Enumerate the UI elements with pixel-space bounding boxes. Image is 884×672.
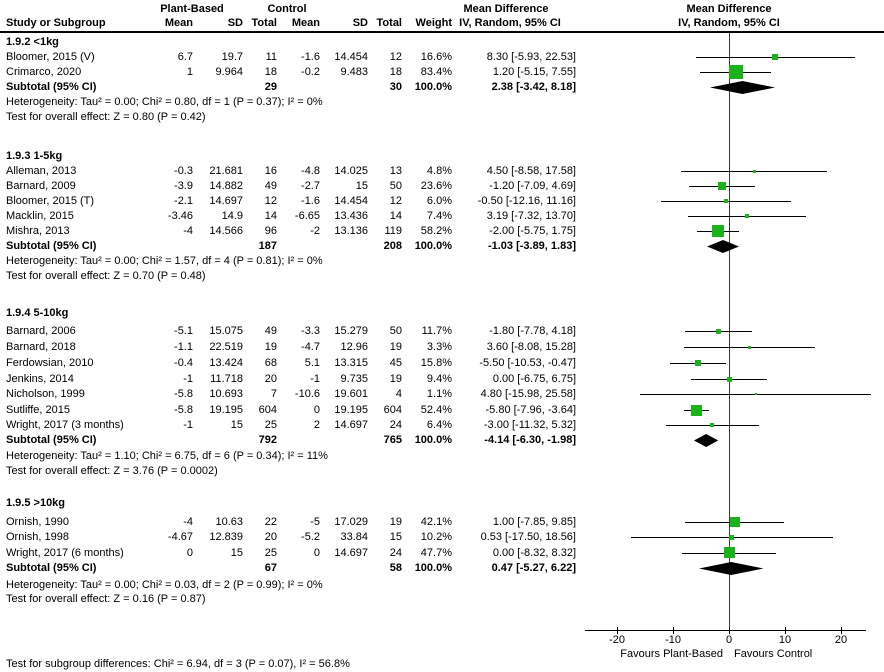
- study-name: Bloomer, 2015 (T): [6, 195, 95, 207]
- study-name: Ferdowsian, 2010: [6, 357, 94, 369]
- study-col-3: 0: [313, 404, 320, 416]
- column-header-mean-0: Mean: [164, 17, 193, 29]
- study-col-2: 11: [265, 51, 277, 63]
- subtotal-ci-text: 0.47 [-5.27, 6.22]: [491, 562, 576, 574]
- subtotal-weight: 100.0%: [414, 240, 452, 252]
- study-col-2: 49: [264, 325, 277, 337]
- subtotal-diamond: [699, 562, 763, 575]
- study-col-6: 6.0%: [426, 195, 452, 207]
- study-col-6: 6.4%: [426, 419, 452, 431]
- effect-square: [695, 360, 701, 366]
- study-col-0: -1: [183, 373, 193, 385]
- study-col-4: 9.735: [340, 373, 368, 385]
- study-col-2: 14: [264, 210, 277, 222]
- study-col-6: 4.8%: [426, 165, 452, 177]
- study-col-6: 23.6%: [420, 180, 452, 192]
- study-col-0: 0: [186, 546, 193, 559]
- subtotal-total1: 187: [258, 240, 277, 252]
- study-col-0: -0.3: [174, 165, 193, 177]
- study-col-4: 14.454: [334, 51, 368, 63]
- study-col-2: 18: [264, 66, 277, 78]
- effect-square: [710, 423, 714, 427]
- study-col-5: 119: [384, 225, 402, 237]
- study-col-3: -1.6: [301, 51, 320, 63]
- subgroup-differences-note: Test for subgroup differences: Chi² = 6.94, df = 3 (P = 0.07), I² = 56.8%: [6, 658, 350, 670]
- study-col-0: -5.8: [174, 404, 193, 416]
- effect-square: [724, 547, 735, 558]
- study-col-6: 52.4%: [420, 404, 452, 416]
- study-col-5: 13: [389, 165, 402, 177]
- study-col-3: -4.8: [301, 165, 320, 177]
- study-name: Wright, 2017 (3 months): [6, 419, 124, 431]
- study-col-0: -2.1: [174, 195, 193, 207]
- column-group-plant-based: Plant-Based: [160, 3, 224, 15]
- study-col-6: 7.4%: [426, 210, 452, 222]
- study-ci-text: 1.20 [-5.15, 7.55]: [492, 66, 576, 78]
- effect-square: [718, 182, 726, 190]
- study-col-4: 33.84: [340, 531, 368, 543]
- study-col-6: 11.7%: [421, 325, 452, 337]
- study-col-3: -2: [310, 225, 320, 237]
- study-col-1: 14.882: [209, 180, 243, 192]
- study-col-5: 604: [383, 404, 402, 416]
- study-ci-text: -0.50 [-12.16, 11.16]: [477, 195, 576, 207]
- study-col-3: -0.2: [301, 66, 320, 78]
- overall-effect-text: Test for overall effect: Z = 3.76 (P = 0.0002): [6, 465, 218, 477]
- study-col-4: 15: [355, 180, 368, 192]
- overall-effect-text: Test for overall effect: Z = 0.80 (P = 0.42): [6, 111, 206, 123]
- study-col-5: 4: [395, 388, 402, 400]
- x-axis-line: [585, 630, 866, 631]
- heterogeneity-text: Heterogeneity: Tau² = 0.00; Chi² = 0.03, df = 2 (P = 0.99); I² = 0%: [6, 579, 323, 591]
- study-name: Barnard, 2018: [6, 341, 76, 353]
- study-col-3: 5.1: [304, 357, 320, 369]
- study-col-3: -10.6: [294, 388, 320, 400]
- study-col-6: 42.1%: [420, 515, 452, 528]
- study-col-5: 14: [389, 210, 402, 222]
- study-col-0: -0.4: [174, 357, 193, 369]
- subtotal-total2: 208: [383, 240, 402, 252]
- study-col-3: -4.7: [301, 341, 320, 353]
- subtotal-diamond: [707, 240, 739, 253]
- effect-square: [772, 54, 778, 60]
- subtotal-label: Subtotal (95% CI): [6, 81, 97, 93]
- plot-title-line2: IV, Random, 95% CI: [678, 17, 780, 29]
- study-col-3: 0: [313, 546, 320, 559]
- study-col-5: 19: [389, 373, 402, 385]
- study-col-3: -1.6: [301, 195, 320, 207]
- study-ci-text: 0.00 [-6.75, 6.75]: [492, 373, 576, 385]
- subtotal-total2: 58: [389, 562, 402, 574]
- subtotal-label: Subtotal (95% CI): [6, 434, 97, 446]
- subtotal-total2: 30: [389, 81, 402, 93]
- overall-effect-text: Test for overall effect: Z = 0.70 (P = 0.48): [6, 270, 206, 282]
- column-header-weight-6: Weight: [415, 17, 452, 29]
- tick-label: 0: [725, 634, 733, 646]
- study-col-4: 13.315: [334, 357, 368, 369]
- study-col-3: -6.65: [294, 210, 320, 222]
- study-col-6: 47.7%: [420, 546, 452, 559]
- tick-mark: [729, 627, 730, 634]
- effect-square: [729, 535, 734, 540]
- study-col-2: 68: [264, 357, 277, 369]
- effect-square: [729, 65, 743, 79]
- study-name: Wright, 2017 (6 months): [6, 546, 124, 559]
- plot-title-line1: Mean Difference: [686, 3, 772, 15]
- study-col-0: -3.9: [174, 180, 193, 192]
- study-ci-text: -3.00 [-11.32, 5.32]: [483, 419, 576, 431]
- study-col-0: 1: [186, 66, 193, 78]
- study-col-3: -1: [310, 373, 320, 385]
- study-ci-text: 0.00 [-8.32, 8.32]: [492, 546, 576, 559]
- column-group-mean-difference: Mean Difference: [463, 3, 549, 15]
- column-header-total-2: Total: [251, 17, 277, 29]
- subtotal-label: Subtotal (95% CI): [6, 240, 97, 252]
- study-col-1: 13.424: [209, 357, 243, 369]
- study-col-2: 20: [264, 373, 277, 385]
- study-name: Ornish, 1990: [6, 515, 69, 528]
- study-col-5: 15: [389, 531, 402, 543]
- study-col-2: 22: [264, 515, 277, 528]
- effect-square: [748, 346, 751, 349]
- tick-mark: [841, 627, 842, 634]
- study-name: Ornish, 1998: [6, 531, 69, 543]
- study-col-1: 19.7: [221, 51, 243, 63]
- study-col-1: 12.839: [209, 531, 243, 543]
- study-name: Bloomer, 2015 (V): [6, 51, 95, 63]
- study-col-6: 10.2%: [420, 531, 452, 543]
- tick-label: -20: [609, 634, 625, 646]
- study-name: Nicholson, 1999: [6, 388, 85, 400]
- column-group-control: Control: [267, 3, 307, 15]
- favours-right-label: Favours Control: [734, 648, 813, 660]
- study-ci-text: 4.80 [-15.98, 25.58]: [480, 388, 576, 400]
- subtotal-weight: 100.0%: [414, 81, 452, 93]
- study-col-2: 12: [264, 195, 277, 207]
- study-col-6: 83.4%: [420, 66, 452, 78]
- study-col-5: 12: [389, 195, 402, 207]
- study-col-1: 14.697: [209, 195, 243, 207]
- effect-square: [712, 225, 724, 237]
- study-col-6: 9.4%: [426, 373, 452, 385]
- study-col-5: 18: [389, 66, 402, 78]
- study-col-5: 50: [389, 180, 402, 192]
- study-col-0: 6.7: [177, 51, 193, 63]
- study-ci-text: 4.50 [-8.58, 17.58]: [486, 165, 576, 177]
- study-name: Crimarco, 2020: [6, 66, 82, 78]
- study-name: Barnard, 2006: [6, 325, 76, 337]
- study-col-0: -5.8: [174, 388, 193, 400]
- study-col-5: 12: [389, 51, 402, 63]
- study-col-4: 13.136: [334, 225, 368, 237]
- study-col-3: -3.3: [301, 325, 320, 337]
- column-header-sd-4: SD: [352, 17, 368, 29]
- study-ci-text: -1.80 [-7.78, 4.18]: [489, 325, 576, 337]
- subtotal-label: Subtotal (95% CI): [6, 562, 97, 574]
- study-col-0: -1.1: [174, 341, 193, 353]
- subtotal-total1: 67: [264, 562, 277, 574]
- study-col-2: 604: [258, 404, 277, 416]
- subgroup-title: 1.9.3 1-5kg: [6, 150, 63, 162]
- study-name: Alleman, 2013: [6, 165, 77, 177]
- study-col-1: 15.075: [209, 325, 243, 337]
- study-col-4: 19.601: [334, 388, 368, 400]
- subgroup-title: 1.9.4 5-10kg: [6, 307, 69, 319]
- study-col-1: 9.964: [215, 66, 243, 78]
- effect-square: [716, 329, 721, 334]
- subtotal-weight: 100.0%: [414, 434, 452, 446]
- tick-mark: [673, 627, 674, 634]
- heterogeneity-text: Heterogeneity: Tau² = 0.00; Chi² = 0.80, df = 1 (P = 0.37); I² = 0%: [6, 96, 323, 108]
- study-col-1: 19.195: [209, 404, 243, 416]
- study-ci-text: 0.53 [-17.50, 18.56]: [480, 531, 576, 543]
- study-col-6: 3.3%: [426, 341, 452, 353]
- effect-square: [691, 405, 702, 416]
- study-col-2: 7: [270, 388, 277, 400]
- study-col-3: -5: [310, 515, 320, 528]
- study-col-6: 15.8%: [420, 357, 452, 369]
- subgroup-title: 1.9.2 <1kg: [6, 36, 59, 48]
- study-col-2: 49: [264, 180, 277, 192]
- tick-label: 20: [834, 634, 848, 646]
- study-col-0: -4: [183, 515, 193, 528]
- study-name: Sutliffe, 2015: [6, 404, 71, 416]
- study-col-4: 9.483: [340, 66, 368, 78]
- study-col-2: 19: [264, 341, 277, 353]
- study-col-4: 14.454: [334, 195, 368, 207]
- study-col-4: 14.697: [334, 419, 368, 431]
- study-ci-text: -2.00 [-5.75, 1.75]: [489, 225, 576, 237]
- effect-square: [745, 214, 749, 218]
- study-col-4: 14.025: [334, 165, 368, 177]
- heterogeneity-text: Heterogeneity: Tau² = 1.10; Chi² = 6.75, df = 6 (P = 0.34); I² = 11%: [6, 450, 328, 462]
- column-header-study: Study or Subgroup: [6, 17, 106, 29]
- study-col-1: 10.693: [209, 388, 243, 400]
- study-col-4: 17.029: [334, 515, 368, 528]
- study-ci-text: 3.19 [-7.32, 13.70]: [486, 210, 576, 222]
- study-col-5: 50: [389, 325, 402, 337]
- subtotal-ci-text: -1.03 [-3.89, 1.83]: [487, 240, 576, 252]
- study-col-2: 25: [264, 419, 277, 431]
- study-col-0: -4: [183, 225, 193, 237]
- study-name: Jenkins, 2014: [6, 373, 74, 385]
- study-ci-text: 1.00 [-7.85, 9.85]: [492, 515, 576, 528]
- overall-effect-text: Test for overall effect: Z = 0.16 (P = 0.87): [6, 593, 206, 605]
- subtotal-diamond: [694, 434, 718, 447]
- subtotal-diamond: [710, 81, 775, 94]
- study-col-6: 58.2%: [420, 225, 452, 237]
- study-col-1: 14.9: [221, 210, 243, 222]
- study-col-0: -5.1: [174, 325, 193, 337]
- effect-square: [755, 393, 757, 395]
- study-ci-text: 3.60 [-8.08, 15.28]: [486, 341, 576, 353]
- study-col-3: -2.7: [301, 180, 320, 192]
- study-col-0: -3.46: [167, 210, 193, 222]
- study-col-2: 20: [264, 531, 277, 543]
- study-col-4: 13.436: [334, 210, 368, 222]
- study-ci-text: -1.20 [-7.09, 4.69]: [489, 180, 576, 192]
- study-col-0: -4.67: [167, 531, 193, 543]
- study-col-4: 15.279: [334, 325, 368, 337]
- study-col-1: 15: [230, 546, 243, 559]
- column-header-mean-3: Mean: [291, 17, 320, 29]
- effect-square: [730, 517, 740, 527]
- subtotal-ci-text: -4.14 [-6.30, -1.98]: [484, 434, 576, 446]
- study-col-6: 1.1%: [426, 388, 452, 400]
- effect-square: [753, 170, 756, 173]
- study-col-5: 19: [389, 515, 402, 528]
- effect-square: [727, 377, 732, 382]
- tick-label: -10: [665, 634, 681, 646]
- header-rule: [0, 31, 884, 33]
- favours-left-label: Favours Plant-Based: [620, 648, 723, 660]
- study-col-2: 16: [264, 165, 277, 177]
- subtotal-weight: 100.0%: [414, 562, 452, 574]
- subtotal-total2: 765: [383, 434, 402, 446]
- study-col-4: 12.96: [340, 341, 368, 353]
- study-col-3: -5.2: [301, 531, 320, 543]
- study-col-5: 19: [389, 341, 402, 353]
- study-col-1: 14.566: [209, 225, 243, 237]
- heterogeneity-text: Heterogeneity: Tau² = 0.00; Chi² = 1.57, df = 4 (P = 0.81); I² = 0%: [6, 255, 323, 267]
- study-name: Barnard, 2009: [6, 180, 76, 192]
- study-col-5: 24: [389, 546, 402, 559]
- column-header-sd-1: SD: [227, 17, 243, 29]
- study-col-1: 10.63: [215, 515, 243, 528]
- study-col-5: 24: [389, 419, 402, 431]
- study-col-0: -1: [183, 419, 193, 431]
- study-col-4: 19.195: [334, 404, 368, 416]
- study-col-1: 22.519: [209, 341, 243, 353]
- subtotal-ci-text: 2.38 [-3.42, 8.18]: [491, 81, 576, 93]
- study-col-5: 45: [389, 357, 402, 369]
- subtotal-total1: 792: [258, 434, 277, 446]
- column-header-total-5: Total: [376, 17, 402, 29]
- tick-mark: [785, 627, 786, 634]
- effect-square: [724, 199, 728, 203]
- study-col-1: 21.681: [209, 165, 243, 177]
- study-col-1: 15: [230, 419, 243, 431]
- tick-label: 10: [778, 634, 792, 646]
- study-col-3: 2: [313, 419, 320, 431]
- tick-mark: [617, 627, 618, 634]
- subgroup-title: 1.9.5 >10kg: [6, 497, 66, 509]
- subtotal-total1: 29: [264, 81, 277, 93]
- study-col-1: 11.718: [210, 373, 243, 385]
- study-ci-text: 8.30 [-5.93, 22.53]: [486, 51, 576, 63]
- study-col-2: 25: [264, 546, 277, 559]
- study-col-2: 96: [264, 225, 277, 237]
- study-col-4: 14.697: [334, 546, 368, 559]
- column-header-ci: IV, Random, 95% CI: [459, 17, 561, 29]
- study-ci-text: -5.50 [-10.53, -0.47]: [479, 357, 576, 369]
- study-name: Macklin, 2015: [6, 210, 74, 222]
- study-name: Mishra, 2013: [6, 225, 70, 237]
- study-col-6: 16.6%: [420, 51, 452, 63]
- study-ci-text: -5.80 [-7.96, -3.64]: [485, 404, 576, 416]
